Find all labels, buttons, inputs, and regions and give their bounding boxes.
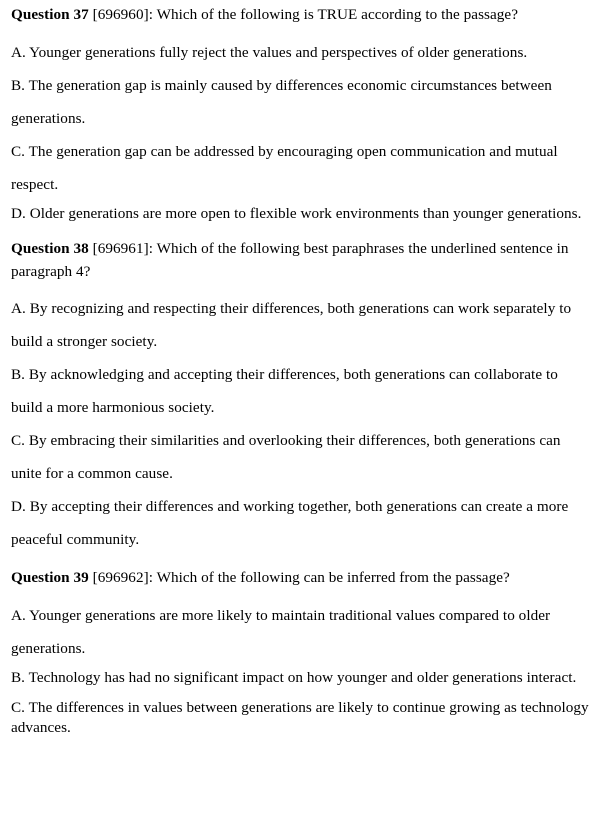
option-37-c[interactable]: C. The generation gap can be addressed by encouraging open communication and mutual respect.: [11, 143, 558, 193]
question-label-38: Question 38: [11, 240, 89, 257]
question-id-37: [696960]: Which of the following is TRUE according to the passage?: [92, 6, 519, 23]
option-38-b[interactable]: B. By acknowledging and accepting their differences, both generations can collaborate to build a more harmonious society.: [11, 366, 558, 416]
spacer: [11, 283, 592, 292]
option-39-c[interactable]: C. The differences in values between generations are likely to continue growing as technology advances.: [11, 699, 589, 736]
question-id-39: [696962]: Which of the following can be inferred from the passage?: [92, 569, 510, 586]
spacer: [11, 556, 593, 566]
option-37-d[interactable]: D. Older generations are more open to flexible work environments than younger generations.: [11, 205, 582, 222]
question-heading-39: [11, 566, 592, 589]
question-block-38: [11, 237, 592, 556]
option-38-c[interactable]: C. By embracing their similarities and overlooking their differences, both generations can unite for a common cause.: [11, 432, 561, 482]
question-heading-37: [11, 3, 592, 26]
spacer: [11, 688, 592, 698]
question-label-39: Question 39: [11, 569, 89, 586]
option-38-d[interactable]: D. By accepting their differences and working together, both generations can create a more peaceful community.: [11, 498, 569, 548]
spacer: [11, 224, 593, 237]
question-block-37: [11, 3, 592, 224]
option-37-a[interactable]: A. Younger generations fully reject the values and perspectives of older generations.: [11, 44, 528, 61]
question-label-37: Question 37: [11, 6, 89, 23]
option-37-b[interactable]: B. The generation gap is mainly caused by differences economic circumstances between generations.: [11, 77, 552, 127]
question-id-38: [696961]: Which of the following best paraphrases the underlined sentence in paragraph 4?: [11, 240, 569, 280]
option-39-b[interactable]: B. Technology has had no significant impact on how younger and older generations interact.: [11, 669, 577, 686]
option-38-a[interactable]: A. By recognizing and respecting their differences, both generations can work separately to build a stronger society.: [11, 300, 572, 350]
option-39-a[interactable]: A. Younger generations are more likely to maintain traditional values compared to older generations.: [11, 607, 551, 657]
spacer: [11, 26, 592, 36]
question-block-39: [11, 566, 592, 738]
question-heading-38: [11, 237, 592, 283]
spacer: [11, 589, 592, 599]
